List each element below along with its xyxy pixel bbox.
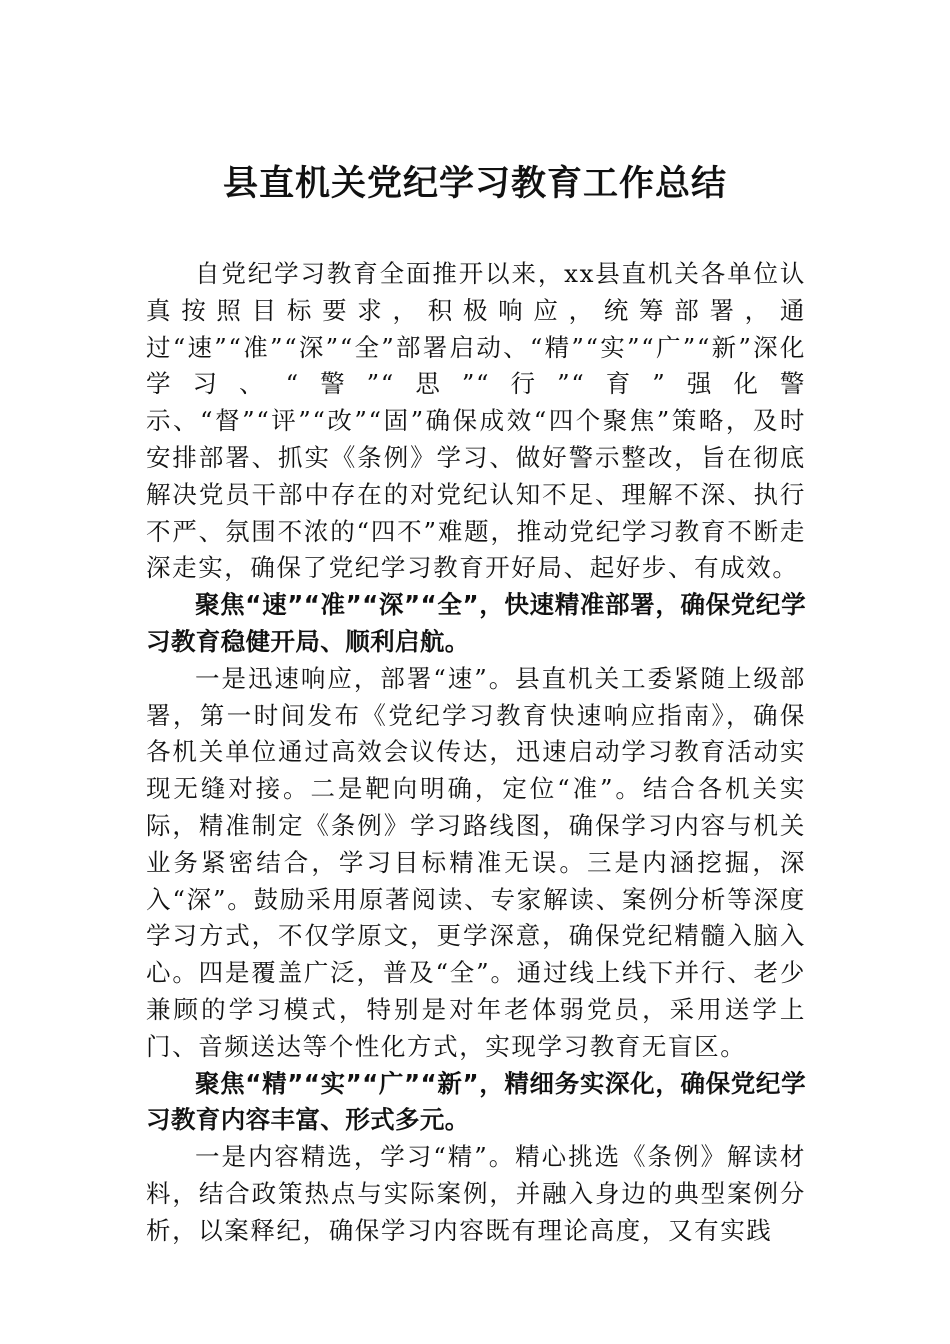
- section-1-paragraph: 一是迅速响应，部署“速”。县直机关工委紧随上级部署，第一时间发布《党纪学习教育快速响应指南》，确保各机关单位通过高效会议传达，迅速启动学习教育活动实现无缝对接。二是靶向明确，定位“准”。结合各机关实际，精准制定《条例》学习路线图，确保学习内容与机关业务紧密结合，学习目标精准无误。三是内涵挖掘，深入“深”。鼓励采用原著阅读、专家解读、案例分析等深度学习方式，不仅学原文，更学深意，确保党纪精髓入脑入心。四是覆盖广泛，普及“全”。通过线上线下并行、老少兼顾的学习模式，特别是对年老体弱党员，采用送学上门、音频送达等个性化方式，实现学习教育无盲区。: [146, 663, 806, 1061]
- section-heading-1: 聚焦“速”“准”“深”“全”，快速精准部署，确保党纪学习教育稳健开局、顺利启航。: [146, 590, 806, 656]
- section-heading-2: 聚焦“精”“实”“广”“新”，精细务实深化，确保党纪学习教育内容丰富、形式多元。: [146, 1068, 806, 1135]
- intro-paragraph: 自党纪学习教育全面推开以来，xx县直机关各单位认真按照目标要求，积极响应，统筹部署，通过“速”“准”“深”“全”部署启动、“精”“实”“广”“新”深化学习、“警”“思”“行”“育”强化警示、“督”“评”“改”“固”确保成效“四个聚焦”策略，及时安排部署、抓实《条例》学习、做好警示整改，旨在彻底解决党员干部中存在的对党纪认知不足、理解不深、执行不严、氛围不浓的“四不”难题，推动党纪学习教育不断走深走实，确保了党纪学习教育开好局、起好步、有成效。: [146, 259, 806, 583]
- section-2-paragraph: 一是内容精选，学习“精”。精心挑选《条例》解读材料，结合政策热点与实际案例，并融入身边的典型案例分析，以案释纪，确保学习内容既有理论高度，又有实践: [146, 1142, 806, 1245]
- document-body: [146, 256, 806, 1250]
- document-title: 县直机关党纪学习教育工作总结: [222, 163, 727, 204]
